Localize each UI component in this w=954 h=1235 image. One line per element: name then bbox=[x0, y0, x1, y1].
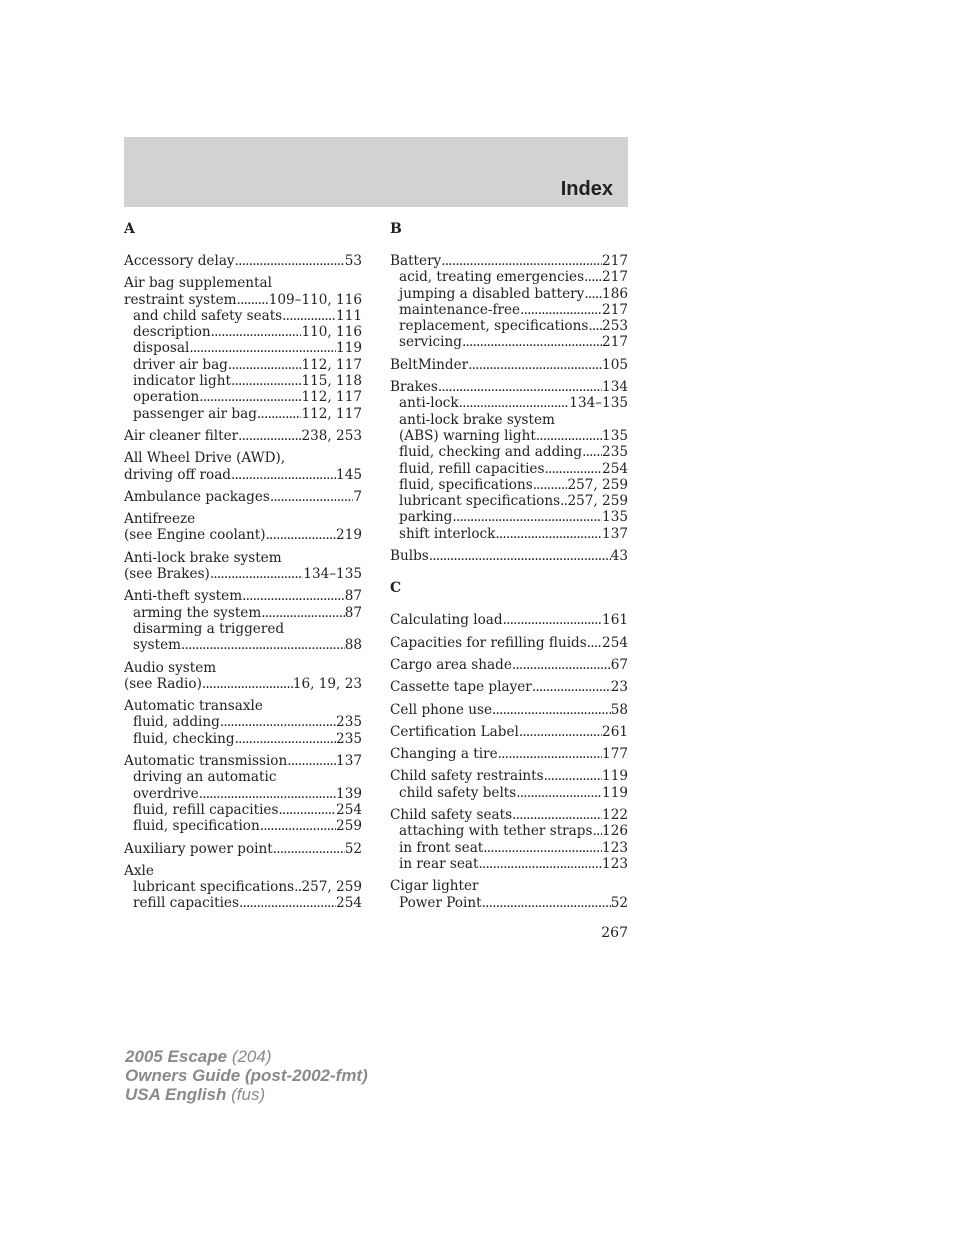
page-reference: 134–135 bbox=[303, 566, 362, 583]
entry-text: in rear seat bbox=[399, 855, 479, 872]
index-heading bbox=[124, 467, 362, 483]
entry-text: operation bbox=[133, 389, 200, 406]
index-entry bbox=[124, 450, 362, 483]
index-heading bbox=[124, 428, 362, 444]
page-reference: 87 bbox=[344, 604, 362, 621]
entry-text: Cigar lighter bbox=[390, 878, 479, 895]
dot-leader bbox=[242, 588, 345, 604]
index-entry bbox=[390, 724, 628, 740]
dot-leader bbox=[503, 612, 602, 628]
entry-text: driving an automatic bbox=[133, 769, 277, 786]
index-subentry bbox=[390, 428, 628, 444]
entry-text: Capacities for refilling fluids bbox=[390, 634, 587, 651]
page-reference: 261 bbox=[602, 723, 628, 740]
page-reference: 112, 117 bbox=[301, 405, 362, 422]
page-reference: 254 bbox=[336, 801, 362, 818]
index-entry bbox=[390, 253, 628, 351]
entry-text: fluid, specification bbox=[133, 818, 260, 835]
index-subentry bbox=[124, 731, 362, 747]
index-heading bbox=[390, 357, 628, 373]
page-reference: 119 bbox=[602, 768, 628, 785]
dot-leader bbox=[478, 856, 602, 872]
entry-text: disarming a triggered bbox=[133, 620, 285, 637]
index-heading bbox=[124, 698, 362, 714]
page-reference: 257, 259 bbox=[567, 493, 628, 510]
dot-leader bbox=[544, 768, 602, 784]
index-entry bbox=[124, 428, 362, 444]
page-reference: 87 bbox=[344, 588, 362, 605]
dot-leader bbox=[181, 637, 345, 653]
page-reference: 217 bbox=[602, 301, 628, 318]
index-subentry bbox=[390, 412, 628, 428]
index-subentry bbox=[390, 856, 628, 872]
dot-leader bbox=[257, 406, 302, 422]
entry-text: driver air bag bbox=[133, 356, 228, 373]
index-subentry bbox=[124, 879, 362, 895]
index-heading bbox=[124, 550, 362, 566]
index-subentry bbox=[124, 308, 362, 324]
index-heading bbox=[124, 566, 362, 582]
index-heading bbox=[124, 527, 362, 543]
index-subentry bbox=[390, 509, 628, 525]
index-subentry bbox=[390, 318, 628, 334]
page-reference: 112, 117 bbox=[301, 356, 362, 373]
footer-line-2: Owners Guide (post-2002-fmt) bbox=[125, 1066, 368, 1085]
page-reference: 58 bbox=[610, 701, 628, 718]
index-heading bbox=[390, 548, 628, 564]
index-entry bbox=[390, 878, 628, 911]
entry-text: Anti-lock brake system bbox=[124, 549, 282, 566]
page-reference: 238, 253 bbox=[301, 427, 362, 444]
entry-text: anti-lock bbox=[399, 395, 459, 412]
dot-leader bbox=[512, 807, 602, 823]
dot-leader bbox=[459, 395, 570, 411]
entry-text: fluid, refill capacities bbox=[133, 801, 279, 818]
footer-line-1: 2005 Escape (204) bbox=[125, 1047, 272, 1066]
dot-leader bbox=[278, 802, 336, 818]
dot-leader bbox=[231, 373, 302, 389]
index-entry bbox=[124, 753, 362, 834]
entry-text: Child safety restraints bbox=[390, 768, 544, 785]
entry-text: fluid, adding bbox=[133, 714, 220, 731]
page-reference: 177 bbox=[602, 746, 628, 763]
index-heading bbox=[390, 702, 628, 718]
entry-text: driving off road bbox=[124, 466, 232, 483]
dot-leader bbox=[498, 746, 602, 762]
index-subentry bbox=[124, 895, 362, 911]
index-subentry bbox=[124, 786, 362, 802]
index-entry bbox=[390, 657, 628, 673]
page-reference: 111 bbox=[336, 307, 362, 324]
page-reference: 254 bbox=[602, 634, 628, 651]
dot-leader bbox=[592, 823, 602, 839]
entry-text: BeltMinder bbox=[390, 356, 469, 373]
dot-leader bbox=[261, 605, 344, 621]
page-reference: 115, 118 bbox=[301, 373, 362, 390]
page-reference: 123 bbox=[602, 855, 628, 872]
entry-text: Accessory delay bbox=[124, 253, 235, 269]
index-heading bbox=[390, 724, 628, 740]
page-title: Index bbox=[560, 178, 613, 200]
index-heading bbox=[390, 679, 628, 695]
entry-text: passenger air bag bbox=[133, 405, 257, 422]
index-heading bbox=[124, 841, 362, 857]
page-reference: 109–110, 116 bbox=[268, 291, 362, 308]
entry-text: description bbox=[133, 324, 211, 341]
page-reference: 53 bbox=[344, 253, 362, 269]
entry-text: child safety belts bbox=[399, 784, 517, 801]
index-subentry bbox=[124, 802, 362, 818]
page-reference: 67 bbox=[610, 656, 628, 673]
entry-text: Automatic transaxle bbox=[124, 698, 263, 715]
dot-leader bbox=[452, 509, 602, 525]
index-subentry bbox=[124, 357, 362, 373]
dot-leader bbox=[441, 253, 602, 269]
index-entry bbox=[124, 550, 362, 583]
dot-leader bbox=[235, 731, 336, 747]
index-subentry bbox=[124, 637, 362, 653]
index-subentry bbox=[124, 605, 362, 621]
page-reference: 217 bbox=[602, 253, 628, 269]
page-reference: 235 bbox=[602, 444, 628, 461]
entry-text: replacement, specifications bbox=[399, 318, 589, 335]
page-reference: 7 bbox=[353, 488, 362, 505]
index-heading bbox=[124, 753, 362, 769]
dot-leader bbox=[533, 477, 568, 493]
index-entry bbox=[390, 746, 628, 762]
entry-text: Calculating load bbox=[390, 612, 503, 629]
index-entry bbox=[124, 660, 362, 693]
index-subentry bbox=[124, 818, 362, 834]
dot-leader bbox=[588, 318, 602, 334]
footer-line-3: USA English (fus) bbox=[125, 1085, 266, 1104]
page-reference: 16, 19, 23 bbox=[292, 675, 362, 692]
dot-leader bbox=[199, 389, 301, 405]
index-subentry bbox=[390, 785, 628, 801]
page-reference: 112, 117 bbox=[301, 389, 362, 406]
entry-text: Air bag supplemental bbox=[124, 275, 272, 292]
index-entry bbox=[124, 489, 362, 505]
index-subentry bbox=[124, 373, 362, 389]
index-subentry bbox=[124, 324, 362, 340]
page-reference: 217 bbox=[602, 334, 628, 351]
page-reference: 122 bbox=[602, 807, 628, 824]
entry-text: Cassette tape player bbox=[390, 679, 532, 696]
dot-leader bbox=[482, 895, 611, 911]
entry-text: lubricant specifications bbox=[399, 493, 561, 510]
entry-text: acid, treating emergencies bbox=[399, 269, 585, 286]
dot-leader bbox=[238, 428, 301, 444]
page-reference: 88 bbox=[344, 637, 362, 654]
dot-leader bbox=[231, 467, 336, 483]
index-entry bbox=[390, 768, 628, 801]
index-heading bbox=[124, 275, 362, 291]
index-subentry bbox=[124, 406, 362, 422]
index-entry bbox=[390, 548, 628, 564]
entry-text: and child safety seats bbox=[133, 307, 283, 324]
index-heading bbox=[390, 746, 628, 762]
entry-text: jumping a disabled battery bbox=[399, 285, 585, 302]
index-heading bbox=[124, 863, 362, 879]
index-entry bbox=[390, 379, 628, 542]
page-reference: 253 bbox=[602, 318, 628, 335]
index-subentry bbox=[390, 269, 628, 285]
dot-leader bbox=[495, 526, 602, 542]
page-reference: 105 bbox=[602, 356, 628, 373]
page-reference: 139 bbox=[336, 785, 362, 802]
dot-leader bbox=[202, 676, 293, 692]
index-entry bbox=[124, 863, 362, 912]
index-heading bbox=[124, 292, 362, 308]
entry-text: disposal bbox=[133, 340, 190, 357]
entry-text: indicator light bbox=[133, 373, 231, 390]
index-heading bbox=[124, 450, 362, 466]
dot-leader bbox=[468, 357, 602, 373]
entry-text: Certification Label bbox=[390, 723, 519, 740]
entry-text: in front seat bbox=[399, 839, 484, 856]
index-entry bbox=[124, 511, 362, 544]
page-reference: 217 bbox=[602, 269, 628, 286]
index-subentry bbox=[390, 493, 628, 509]
page-reference: 123 bbox=[602, 839, 628, 856]
entry-text: Child safety seats bbox=[390, 807, 513, 824]
dot-leader bbox=[189, 340, 336, 356]
page-reference: 134 bbox=[602, 379, 628, 396]
index-column-right bbox=[390, 221, 628, 911]
page-number: 267 bbox=[601, 925, 628, 941]
entry-text: Cargo area shade bbox=[390, 656, 512, 673]
page-reference: 254 bbox=[602, 460, 628, 477]
entry-text: (see Engine coolant) bbox=[124, 527, 266, 544]
entry-text: fluid, specifications bbox=[399, 476, 533, 493]
page-reference: 161 bbox=[602, 612, 628, 629]
index-heading bbox=[124, 588, 362, 604]
dot-leader bbox=[516, 785, 602, 801]
entry-text: Automatic transmission bbox=[124, 753, 288, 770]
dot-leader bbox=[532, 679, 611, 695]
header-bar bbox=[124, 137, 628, 207]
index-subentry bbox=[124, 389, 362, 405]
dot-leader bbox=[462, 334, 602, 350]
entry-text: Cell phone use bbox=[390, 701, 492, 718]
index-entry bbox=[124, 588, 362, 653]
page-reference: 257, 259 bbox=[301, 879, 362, 896]
index-heading bbox=[390, 807, 628, 823]
index-subentry bbox=[124, 621, 362, 637]
dot-leader bbox=[228, 357, 302, 373]
index-entry bbox=[390, 679, 628, 695]
page-reference: 52 bbox=[610, 894, 628, 911]
index-subentry bbox=[390, 286, 628, 302]
entry-text: fluid, refill capacities bbox=[399, 460, 545, 477]
index-heading bbox=[124, 253, 362, 269]
index-entry bbox=[390, 702, 628, 718]
dot-leader bbox=[483, 840, 602, 856]
entry-text: refill capacities bbox=[133, 895, 239, 912]
entry-text: lubricant specifications bbox=[133, 879, 295, 896]
entry-text: Battery bbox=[390, 253, 442, 269]
dot-leader bbox=[512, 657, 611, 673]
entry-text: arming the system bbox=[133, 604, 262, 621]
footer bbox=[125, 1047, 368, 1104]
index-entry bbox=[390, 357, 628, 373]
index-subentry bbox=[390, 334, 628, 350]
dot-leader bbox=[536, 428, 602, 444]
index-heading bbox=[124, 511, 362, 527]
entry-text: fluid, checking bbox=[133, 730, 235, 747]
page-reference: 254 bbox=[336, 895, 362, 912]
page-reference: 257, 259 bbox=[567, 476, 628, 493]
index-heading bbox=[390, 768, 628, 784]
index-subentry bbox=[390, 461, 628, 477]
page-reference: 186 bbox=[602, 285, 628, 302]
index-subentry bbox=[390, 477, 628, 493]
page-reference: 235 bbox=[336, 714, 362, 731]
page-reference: 119 bbox=[602, 784, 628, 801]
entry-text: Air cleaner filter bbox=[124, 427, 239, 444]
dot-leader bbox=[211, 324, 302, 340]
entry-text: Axle bbox=[124, 862, 154, 879]
dot-leader bbox=[210, 566, 303, 582]
entry-text: All Wheel Drive (AWD), bbox=[124, 450, 286, 467]
section-letter: A bbox=[124, 221, 135, 237]
dot-leader bbox=[584, 286, 602, 302]
entry-text: Changing a tire bbox=[390, 746, 498, 763]
index-column-left bbox=[124, 221, 362, 912]
dot-leader bbox=[270, 489, 354, 505]
page-reference: 137 bbox=[336, 753, 362, 770]
page-reference: 259 bbox=[336, 818, 362, 835]
index-subentry bbox=[390, 395, 628, 411]
dot-leader bbox=[199, 786, 336, 802]
dot-leader bbox=[429, 548, 611, 564]
dot-leader bbox=[584, 269, 602, 285]
entry-text: Auxiliary power point bbox=[124, 840, 273, 857]
dot-leader bbox=[239, 895, 336, 911]
page-reference: 219 bbox=[336, 527, 362, 544]
entry-text: (see Radio) bbox=[124, 675, 202, 692]
index-entry bbox=[124, 275, 362, 422]
entry-text: Bulbs bbox=[390, 548, 429, 565]
entry-text: attaching with tether straps bbox=[399, 823, 593, 840]
entry-text: system bbox=[133, 637, 182, 654]
index-subentry bbox=[390, 526, 628, 542]
entry-text: Power Point bbox=[399, 894, 482, 911]
section-letter: B bbox=[390, 221, 402, 237]
page-reference: 145 bbox=[336, 466, 362, 483]
index-heading bbox=[124, 660, 362, 676]
entry-text: fluid, checking and adding bbox=[399, 444, 583, 461]
entry-text: servicing bbox=[399, 334, 462, 351]
page-reference: 137 bbox=[602, 525, 628, 542]
entry-text: (ABS) warning light bbox=[399, 427, 536, 444]
index-subentry bbox=[390, 444, 628, 460]
dot-leader bbox=[266, 527, 337, 543]
index-heading bbox=[390, 635, 628, 651]
index-entry bbox=[390, 635, 628, 651]
index-heading bbox=[390, 657, 628, 673]
index-subentry bbox=[390, 895, 628, 911]
page-reference: 43 bbox=[610, 548, 628, 565]
index-heading bbox=[390, 612, 628, 628]
page-reference: 119 bbox=[336, 340, 362, 357]
dot-leader bbox=[438, 379, 602, 395]
entry-text: Audio system bbox=[124, 659, 217, 676]
entry-text: overdrive bbox=[133, 785, 199, 802]
dot-leader bbox=[544, 461, 602, 477]
dot-leader bbox=[582, 444, 602, 460]
index-subentry bbox=[390, 823, 628, 839]
entry-text: shift interlock bbox=[399, 525, 496, 542]
index-heading bbox=[124, 676, 362, 692]
entry-text: Anti-theft system bbox=[124, 588, 243, 605]
page-reference: 235 bbox=[336, 730, 362, 747]
page-reference: 126 bbox=[602, 823, 628, 840]
page-reference: 52 bbox=[344, 840, 362, 857]
entry-text: Antifreeze bbox=[124, 511, 196, 528]
dot-leader bbox=[520, 302, 602, 318]
index-entry bbox=[124, 253, 362, 269]
index-entry bbox=[390, 612, 628, 628]
page-reference: 23 bbox=[610, 679, 628, 696]
index-subentry bbox=[124, 714, 362, 730]
index-subentry bbox=[124, 769, 362, 785]
entry-text: anti-lock brake system bbox=[399, 411, 555, 428]
index-entry bbox=[124, 841, 362, 857]
dot-leader bbox=[237, 292, 269, 308]
page-reference: 135 bbox=[602, 509, 628, 526]
dot-leader bbox=[260, 818, 336, 834]
index-heading bbox=[124, 489, 362, 505]
dot-leader bbox=[519, 724, 602, 740]
entry-text: restraint system bbox=[124, 291, 237, 308]
entry-text: Brakes bbox=[390, 379, 438, 396]
dot-leader bbox=[273, 841, 345, 857]
index-subentry bbox=[124, 340, 362, 356]
page-reference: 110, 116 bbox=[301, 324, 362, 341]
index-subentry bbox=[390, 302, 628, 318]
dot-leader bbox=[235, 253, 345, 269]
index-heading bbox=[390, 878, 628, 894]
page-reference: 135 bbox=[602, 427, 628, 444]
entry-text: (see Brakes) bbox=[124, 566, 210, 583]
index-heading bbox=[390, 379, 628, 395]
section-letter: C bbox=[390, 580, 402, 597]
entry-text: Ambulance packages bbox=[124, 488, 270, 505]
dot-leader bbox=[282, 308, 336, 324]
entry-text: parking bbox=[399, 509, 453, 526]
index-heading bbox=[390, 253, 628, 269]
index-subentry bbox=[390, 840, 628, 856]
dot-leader bbox=[560, 493, 567, 509]
dot-leader bbox=[587, 635, 602, 651]
dot-leader bbox=[287, 753, 336, 769]
dot-leader bbox=[294, 879, 301, 895]
dot-leader bbox=[492, 702, 611, 718]
dot-leader bbox=[220, 714, 336, 730]
page-reference: 134–135 bbox=[569, 395, 628, 412]
index-entry bbox=[124, 698, 362, 747]
index-entry bbox=[390, 807, 628, 872]
entry-text: maintenance-free bbox=[399, 301, 521, 318]
